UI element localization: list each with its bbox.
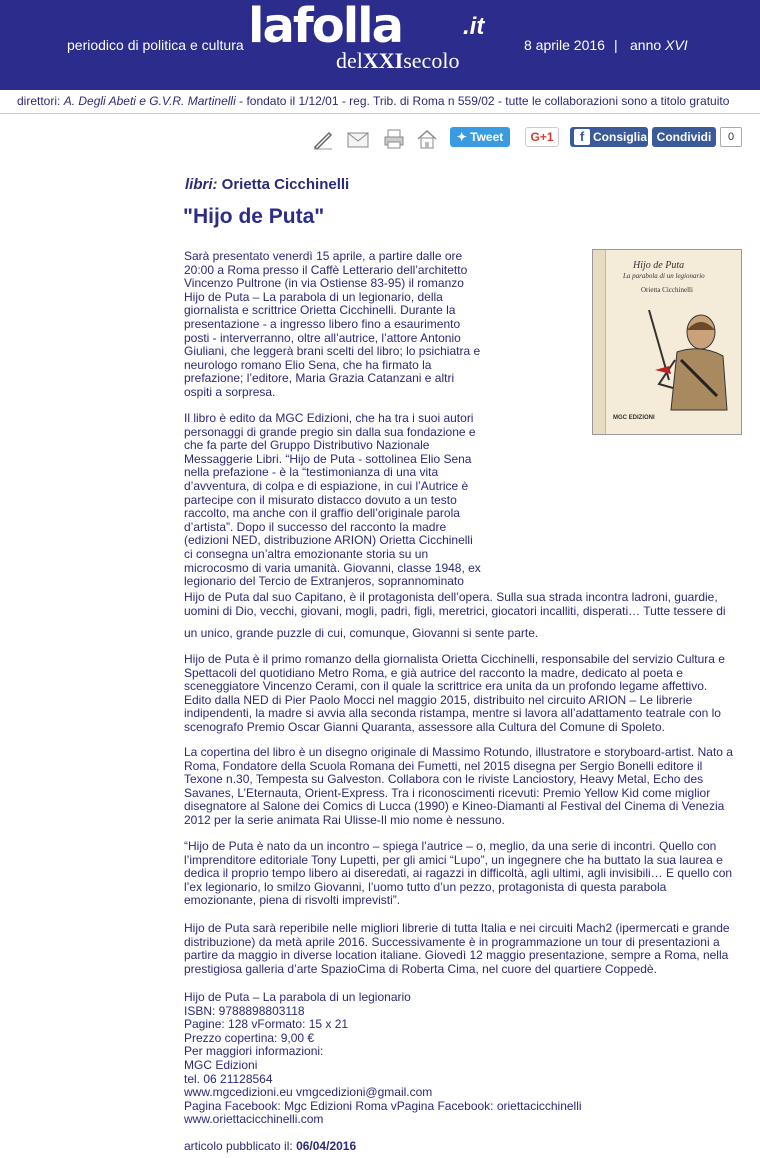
cover-title: Hijo de Puta: [633, 260, 685, 271]
article-paragraph: La copertina del libro è un disegno originale di Massimo Rotundo, illustratore e storyboard-artist. Nato a Roma, Fondatore della Scuola Romana dei Fumetti, nel 2015 disegna per Sergio Bonelli editore il Texone n.30, Tempesta su Galveston. Collabora con le riviste Lanciostory, Heavy Metal, Echo des Savanes, L’Eternauta, Orient-Express. Tra i riconoscimenti ricevuti: Premio Yellow Kid come miglior disegnatore al Salone dei Comics di Lucca (1990) e Kineo-Diamanti al Festival del Cinema di Venezia 2012 per la serie animata Rai Ulisse-Il mio nome è nessuno.: [184, 745, 733, 827]
cover-illustration: [619, 300, 737, 412]
logo-main-text: lafolla: [248, 0, 402, 54]
facebook-icon: f: [574, 129, 590, 145]
info-line: MGC Edizioni: [184, 1057, 258, 1072]
header-divider: [0, 113, 760, 114]
book-cover-image: [592, 249, 742, 435]
article-paragraph: “Hijo de Puta è nato da un incontro – spiega l’autrice – o, meglio, da una serie di incontri. Quello con l’imprenditore editoriale Tony Lupetti, per gli amici “Lupo”, un ingegnere che ha buttato la sua laurea e dedica il proprio tempo libero ai diseredati, ai ragazzi in difficoltà, agli ultimi, agli invisibili… E quello con l’ex legionario, lo smilzo Giovanni, l’uomo tutto d’un pezzo, protagonista di questa parabola emozionante, piena di risvolti imprevisti”.: [184, 839, 733, 908]
cover-author: Orietta Cicchinelli: [641, 286, 693, 294]
article-paragraph: Hijo de Puta è il primo romanzo della giornalista Orietta Cicchinelli, responsabile del servizio Cultura e Spettacoli del quotidiano Metro Roma, e già autrice del racconto la madre, dedicato al poeta e sceneggiatore Vincenzo Cerami, con il quale la scrittrice era unita da un profondo legame affettivo. Edito dalla NED di Pier Paolo Mocci nel maggio 2015, distribuito nel circuito ARION – Le librerie indipendenti, la madre si avvia alla seconda ristampa, mentre si lavora all’adattamento teatrale con lo scenografo Premio Oscar Gianni Quaranta, assessore alla Cultura del Comune di Spoleto.: [184, 652, 725, 734]
logo-tld: .it: [463, 13, 485, 40]
article-title: "Hijo de Puta": [183, 205, 325, 228]
header-separator: |: [614, 37, 618, 53]
mail-icon[interactable]: [347, 128, 369, 150]
book-info: [184, 991, 736, 1127]
share-count: 0: [720, 127, 742, 147]
publication-date: articolo pubblicato il: 06/04/2016: [184, 1139, 357, 1153]
author-website-link[interactable]: www.oriettacicchinelli.com: [184, 1112, 324, 1127]
cover-publisher: MGC EDIZIONI: [613, 415, 655, 421]
facebook-share-button[interactable]: Condividi: [652, 127, 716, 147]
info-line: Per maggiori informazioni:: [184, 1044, 324, 1059]
article-paragraph: un unico, grande puzzle di cui, comunque, Giovanni si sente parte.: [184, 626, 539, 640]
article-category: libri: Orietta Cicchinelli: [185, 176, 350, 193]
site-tagline: periodico di politica e cultura: [67, 37, 244, 53]
issue-date: 8 aprile 2016: [524, 37, 605, 53]
facebook-like-button[interactable]: f Consiglia: [570, 127, 648, 147]
info-line: Prezzo copertina: 9,00 €: [184, 1030, 315, 1045]
contact-links[interactable]: www.mgcedizioni.eu vmgcedizioni@gmail.com: [184, 1085, 433, 1100]
info-line: Pagine: 128 vFormato: 15 x 21: [184, 1017, 349, 1032]
article-paragraph: Hijo de Puta sarà reperibile nelle migliori librerie di tutta Italia e nei circuiti Mach2 (ipermercati e grande distribuzione) da metà aprile 2016. Successivamente è in programmazione un tour di presentazioni a partire da maggio in diverse location italiane. Giovedì 12 maggio presentazione, sempre a Roma, nella prestigiosa galleria d’arte SpazioCima di Roberta Cima, nel cuore del quartiere Coppedè.: [184, 921, 730, 976]
info-line: tel. 06 21128564: [184, 1071, 273, 1086]
home-icon[interactable]: [416, 128, 438, 150]
cover-spine: [593, 250, 606, 434]
site-logo[interactable]: [248, 0, 516, 90]
pen-icon[interactable]: [312, 128, 334, 150]
info-line: ISBN: 9788898803118: [184, 1003, 305, 1018]
tweet-button[interactable]: ✦ Tweet: [450, 127, 510, 147]
print-icon[interactable]: [383, 128, 405, 150]
article-author: Orietta Cicchinelli: [221, 176, 350, 193]
facebook-page-links[interactable]: Pagina Facebook: Mgc Edizioni Roma vPagina Facebook: oriettacicchinelli: [184, 1098, 582, 1113]
article-paragraph: Il libro è edito da MGC Edizioni, che ha tra i suoi autori personaggi di grande pregio sin dalla sua fondazione e che fa parte del Gruppo Distributivo Nazionale Messaggerie Libri. “Hijo de Puta - sottolinea Elio Sena nella prefazione - è la “testimonianza di una vita d’avventura, di colpa e di espiazione, in cui l’Autrice è partecipe con il misurato distacco dovuto a un testo raccolto, ma anche con il graffio dell’originale parola d’artista”. Dopo il successo del racconto la madre (edizioni NED, distribuzione ARION) Orietta Cicchinelli ci consegna un’altra emozionante storia su un microcosmo di varia umanità. Giovanni, classe 1948, ex legionario del Tercio de Extranjeros, soprannominato: [184, 411, 481, 589]
google-plus-button[interactable]: G+1: [525, 127, 559, 147]
article-paragraph: Sarà presentato venerdì 15 aprile, a partire dalle ore 20:00 a Roma presso il Caffè Letterario dell’architetto Vincenzo Pultrone (in via Ostiense 83-95) il romanzo Hijo de Puta – La parabola di un legionario, della giornalista e scrittrice Orietta Cicchinelli. Durante la presentazione - a ingresso libero fino a esaurimento posti - interverranno, oltre all’autrice, l’attore Antonio Giuliani, che leggerà brani scelti del libro; lo psichiatra e neurologo romano Elio Sena, che ha firmato la prefazione; l’editore, Maria Grazia Catanzani e altri ospiti a sorpresa.: [184, 249, 481, 399]
masthead-info: direttori: A. Degli Abeti e G.V.R. Martinelli - fondato il 1/12/01 - reg. Trib. di Roma n 559/02 - tutte le collaborazioni sono a titolo gratuito: [17, 94, 730, 108]
twitter-bird-icon: ✦: [456, 130, 467, 144]
logo-subtitle: delXXIsecolo: [336, 48, 460, 73]
info-line: Hijo de Puta – La parabola di un legionario: [184, 990, 411, 1004]
site-header: [0, 0, 760, 90]
article-paragraph: Hijo de Puta dal suo Capitano, è il protagonista dell’opera. Sulla sua strada incontra ladroni, guardie, uomini di Dio, vecchi, giovani, mogli, padri, figli, meretrici, giocatori incalliti, disperati… Tutte tessere di: [184, 590, 726, 618]
cover-subtitle: La parabola di un legionario: [623, 272, 705, 280]
issue-year: anno XVI: [630, 37, 688, 53]
